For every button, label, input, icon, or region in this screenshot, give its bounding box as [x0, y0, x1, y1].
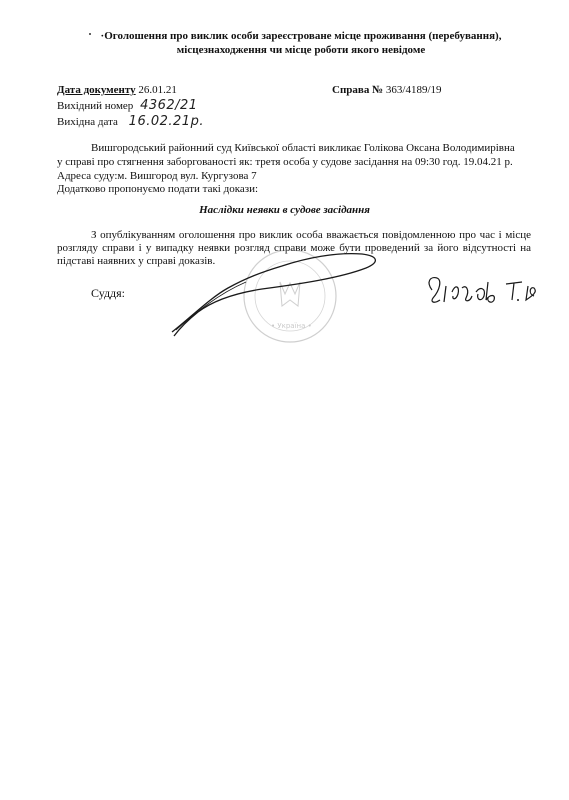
- body-line-1: Вишгородський районний суд Київської області викликає Голікова Оксана Володимирівна: [91, 142, 515, 154]
- outgoing-number-label: Вихідний номер: [57, 100, 134, 112]
- consequences-text: З опублікуванням оголошення про виклик особа вважається повідомленною про час і місце розгляду справи і у випадку неявки розгляд справи може бути проведений за його відсутності на підставі наявних у справі доказів.: [57, 229, 531, 267]
- outgoing-number-value: 4362/21: [140, 98, 198, 113]
- body-line-3: Адреса суду:м. Вишгород вул. Кургузова 7: [57, 170, 257, 182]
- judge-label: Суддя:: [91, 286, 126, 300]
- notice-title-line-2: місцезнаходження чи місце роботи якого невідоме: [176, 44, 426, 56]
- outgoing-date-value: 16.02.21р.: [128, 114, 204, 129]
- notice-title-line-1: ·Оголошення про виклик особи зареєстроване місце проживання (перебування),: [100, 30, 502, 42]
- case-number-value: 363/4189/19: [385, 84, 442, 96]
- case-number-label: Справа №: [332, 84, 384, 96]
- document-date-label: Дата документу: [57, 84, 136, 96]
- handwritten-judge-name-image: [429, 278, 535, 303]
- scan-dot: [89, 33, 91, 35]
- body-line-4: Додатково пропонуємо подати такі докази:: [57, 183, 259, 195]
- body-line-2: у справі про стягнення заборгованості як: третя особа у судове засідання на 09:30 год. 19.04.21 р.: [57, 156, 513, 168]
- outgoing-date-label: Вихідна дата: [57, 116, 118, 128]
- seal-text: • Україна •: [271, 322, 312, 330]
- consequences-heading: Наслідки неявки в судове засідання: [199, 204, 370, 216]
- document-date-value: 26.01.21: [138, 84, 177, 96]
